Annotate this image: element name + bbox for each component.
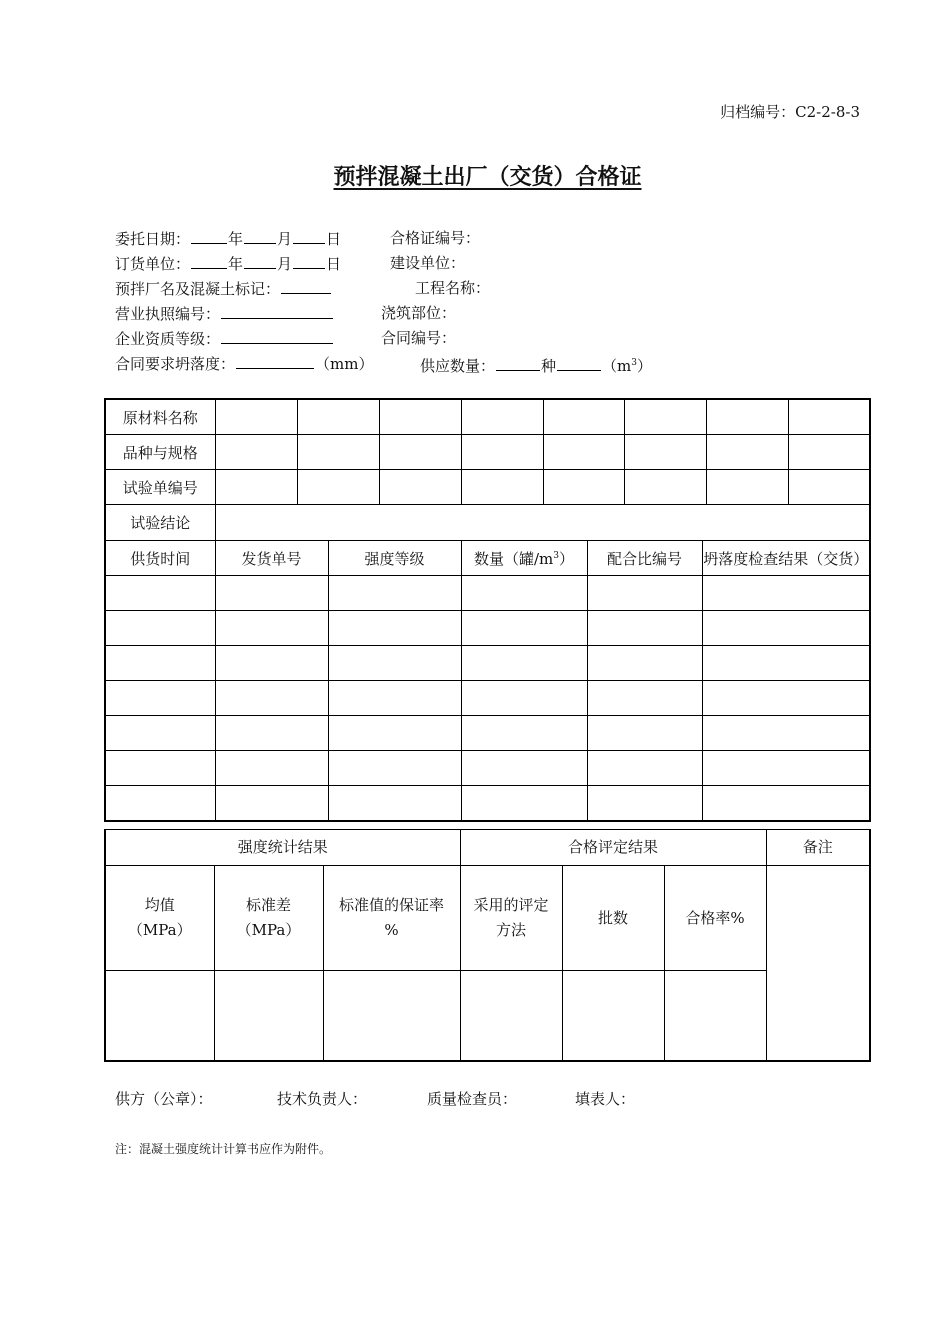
header-strength-grade: 强度等级 xyxy=(328,541,461,576)
test-no-row xyxy=(105,470,870,505)
table-cell[interactable] xyxy=(543,399,624,435)
table-cell[interactable] xyxy=(379,470,461,505)
table-cell[interactable] xyxy=(215,435,297,470)
table-cell[interactable] xyxy=(461,716,587,751)
delivery-row xyxy=(105,646,870,681)
strength-stats-header: 强度统计结果 xyxy=(105,830,460,866)
guarantee-header xyxy=(323,866,460,971)
kind-label: 种 xyxy=(541,357,557,375)
supplier-seal-label: 供方（公章）： xyxy=(115,1090,213,1108)
info-section xyxy=(115,226,875,376)
entrust-date-label: 委托日期： xyxy=(115,230,191,248)
order-unit-label: 订货单位： xyxy=(115,255,191,273)
table-cell[interactable] xyxy=(702,751,870,786)
month-label: 月 xyxy=(277,255,293,273)
test-no-label: 试验单编号 xyxy=(105,470,215,505)
table-cell[interactable] xyxy=(461,646,587,681)
entrust-date xyxy=(115,226,341,252)
quantity-superscript: 3 xyxy=(553,550,559,561)
table-cell[interactable] xyxy=(379,399,461,435)
table-cell[interactable] xyxy=(624,470,706,505)
table-cell[interactable] xyxy=(105,971,214,1062)
table-cell[interactable] xyxy=(214,971,323,1062)
contract-no-label: 合同编号： xyxy=(381,329,457,347)
footnote: 注：混凝土强度统计计算书应作为附件。 xyxy=(115,1142,332,1156)
entrust-year-blank[interactable] xyxy=(191,226,227,244)
method-header xyxy=(460,866,562,971)
table-cell[interactable] xyxy=(105,576,215,611)
table-cell[interactable] xyxy=(461,576,587,611)
info-row-order xyxy=(115,251,875,276)
pour-part-label: 浇筑部位： xyxy=(381,304,457,322)
table-cell[interactable] xyxy=(328,786,461,822)
table-cell[interactable] xyxy=(543,470,624,505)
stats-value-row xyxy=(105,971,870,1062)
delivery-row xyxy=(105,716,870,751)
order-unit xyxy=(115,251,341,277)
conclusion-row xyxy=(105,505,870,541)
mean-label: 均值 xyxy=(144,896,175,914)
plant-mark xyxy=(115,276,332,302)
license-blank[interactable] xyxy=(221,301,333,319)
order-year-blank[interactable] xyxy=(191,251,227,269)
mm-unit: （mm） xyxy=(315,355,374,373)
table-cell[interactable] xyxy=(702,576,870,611)
table-cell[interactable] xyxy=(215,576,328,611)
info-row-qualification xyxy=(115,326,875,351)
table-cell[interactable] xyxy=(461,435,543,470)
info-row-license xyxy=(115,301,875,326)
table-cell[interactable] xyxy=(461,681,587,716)
table-cell[interactable] xyxy=(105,646,215,681)
table-cell[interactable] xyxy=(587,611,702,646)
info-row-plant xyxy=(115,276,875,301)
table-cell[interactable] xyxy=(587,681,702,716)
mean-header xyxy=(105,866,214,971)
header-mix-no: 配合比编号 xyxy=(587,541,702,576)
quantity-close: ） xyxy=(559,549,575,568)
slump-blank[interactable] xyxy=(236,351,314,369)
evaluation-header: 合格评定结果 xyxy=(460,830,766,866)
slump-requirement xyxy=(115,351,373,377)
spec-label: 品种与规格 xyxy=(105,435,215,470)
header-supply-time: 供货时间 xyxy=(105,541,215,576)
table-cell[interactable] xyxy=(105,786,215,822)
statistics-table xyxy=(104,829,871,1062)
table-cell[interactable] xyxy=(706,399,788,435)
conclusion-label: 试验结论 xyxy=(105,505,215,541)
std-label: 标准差 xyxy=(245,896,291,914)
cert-no-label: 合格证编号： xyxy=(390,229,481,247)
spec-row xyxy=(105,435,870,470)
table-cell[interactable] xyxy=(461,470,543,505)
table-cell[interactable] xyxy=(788,470,870,505)
delivery-row xyxy=(105,611,870,646)
entrust-month-blank[interactable] xyxy=(244,226,276,244)
year-label: 年 xyxy=(228,255,244,273)
table-cell[interactable] xyxy=(461,611,587,646)
batches-header: 批数 xyxy=(562,866,664,971)
table-cell[interactable] xyxy=(328,646,461,681)
delivery-row xyxy=(105,786,870,822)
table-cell[interactable] xyxy=(105,751,215,786)
year-label: 年 xyxy=(228,230,244,248)
table-cell[interactable] xyxy=(297,399,379,435)
guarantee-percent: % xyxy=(384,921,399,939)
table-cell[interactable] xyxy=(702,646,870,681)
filler-label: 填表人： xyxy=(575,1090,636,1108)
table-cell[interactable] xyxy=(702,681,870,716)
table-cell[interactable] xyxy=(587,786,702,822)
m3-superscript: 3 xyxy=(631,358,637,368)
order-month-blank[interactable] xyxy=(244,251,276,269)
qualification xyxy=(115,326,334,352)
day-label: 日 xyxy=(326,255,342,273)
archive-number: 归档编号：C2-2-8-3 xyxy=(720,103,860,121)
m3-unit-close: ） xyxy=(637,357,653,375)
project-name-label: 工程名称： xyxy=(415,279,491,297)
guarantee-label: 标准值的保证率 xyxy=(339,896,445,914)
delivery-row xyxy=(105,576,870,611)
supply-qty xyxy=(420,351,652,379)
table-cell[interactable] xyxy=(706,435,788,470)
table-cell[interactable] xyxy=(702,611,870,646)
table-cell[interactable] xyxy=(587,716,702,751)
license xyxy=(115,301,334,327)
table-cell[interactable] xyxy=(328,751,461,786)
month-label: 月 xyxy=(277,230,293,248)
table-cell[interactable] xyxy=(702,716,870,751)
plant-blank[interactable] xyxy=(281,276,331,294)
table-cell[interactable] xyxy=(215,681,328,716)
delivery-row xyxy=(105,751,870,786)
table-cell[interactable] xyxy=(461,786,587,822)
table-cell[interactable] xyxy=(587,576,702,611)
table-cell[interactable] xyxy=(788,435,870,470)
table-cell[interactable] xyxy=(105,611,215,646)
supply-kind-blank[interactable] xyxy=(496,353,540,371)
table-cell[interactable] xyxy=(215,716,328,751)
info-row-entrust xyxy=(115,226,875,251)
table-cell[interactable] xyxy=(562,971,664,1062)
table-cell[interactable] xyxy=(328,716,461,751)
build-unit-label: 建设单位： xyxy=(390,254,466,272)
table-cell[interactable] xyxy=(323,971,460,1062)
table-cell[interactable] xyxy=(105,716,215,751)
table-cell[interactable] xyxy=(664,971,766,1062)
std-header xyxy=(214,866,323,971)
day-label: 日 xyxy=(326,230,342,248)
stats-group-row xyxy=(105,830,870,866)
material-name-label: 原材料名称 xyxy=(105,399,215,435)
qc-inspector-label: 质量检查员： xyxy=(427,1090,518,1108)
quantity-label: 数量（罐/m xyxy=(473,549,554,568)
qualification-label: 企业资质等级： xyxy=(115,330,221,348)
table-cell[interactable] xyxy=(215,646,328,681)
table-cell[interactable] xyxy=(328,681,461,716)
table-cell[interactable] xyxy=(587,751,702,786)
m3-unit: （m xyxy=(602,357,632,375)
mpa-unit: （MPa） xyxy=(127,921,192,939)
tech-lead-label: 技术负责人： xyxy=(277,1090,368,1108)
plant-label: 预拌厂名及混凝土标记： xyxy=(115,280,281,298)
table-cell[interactable] xyxy=(215,470,297,505)
table-cell[interactable] xyxy=(215,399,297,435)
table-cell[interactable] xyxy=(624,399,706,435)
signature-row xyxy=(115,1088,875,1113)
table-cell[interactable] xyxy=(328,611,461,646)
header-quantity xyxy=(461,541,587,576)
table-cell[interactable] xyxy=(297,470,379,505)
table-cell[interactable] xyxy=(379,435,461,470)
method-label-2: 方法 xyxy=(496,921,527,939)
method-label: 采用的评定 xyxy=(473,896,549,914)
table-cell[interactable] xyxy=(297,435,379,470)
material-name-row xyxy=(105,399,870,435)
qualification-blank[interactable] xyxy=(221,326,333,344)
stats-header-row xyxy=(105,866,870,971)
table-cell[interactable] xyxy=(587,646,702,681)
header-slump-result: 坍落度检查结果（交货） xyxy=(702,541,870,576)
delivery-row xyxy=(105,681,870,716)
table-cell[interactable] xyxy=(706,470,788,505)
pass-rate-header: 合格率% xyxy=(664,866,766,971)
table-cell[interactable] xyxy=(215,786,328,822)
remark-cell[interactable] xyxy=(766,866,870,1062)
mpa-unit: （MPa） xyxy=(236,921,301,939)
table-cell[interactable] xyxy=(461,399,543,435)
table-cell[interactable] xyxy=(105,681,215,716)
delivery-header-row xyxy=(105,541,870,576)
slump-req-label: 合同要求坍落度： xyxy=(115,355,236,373)
table-cell[interactable] xyxy=(215,611,328,646)
entrust-day-blank[interactable] xyxy=(293,226,325,244)
certificate-table xyxy=(104,398,871,822)
table-cell[interactable] xyxy=(461,751,587,786)
header-invoice-no: 发货单号 xyxy=(215,541,328,576)
table-cell[interactable] xyxy=(215,751,328,786)
license-label: 营业执照编号： xyxy=(115,305,221,323)
remark-header: 备注 xyxy=(766,830,870,866)
page-title: 预拌混凝土出厂（交货）合格证 xyxy=(333,165,642,190)
info-row-slump xyxy=(115,351,875,376)
order-day-blank[interactable] xyxy=(293,251,325,269)
table-cell[interactable] xyxy=(543,435,624,470)
table-cell[interactable] xyxy=(702,786,870,822)
table-cell[interactable] xyxy=(460,971,562,1062)
table-cell[interactable] xyxy=(328,576,461,611)
supply-qty-label: 供应数量： xyxy=(420,357,496,375)
table-cell[interactable] xyxy=(788,399,870,435)
supply-volume-blank[interactable] xyxy=(557,353,601,371)
table-cell[interactable] xyxy=(624,435,706,470)
conclusion-cell[interactable] xyxy=(215,505,870,541)
